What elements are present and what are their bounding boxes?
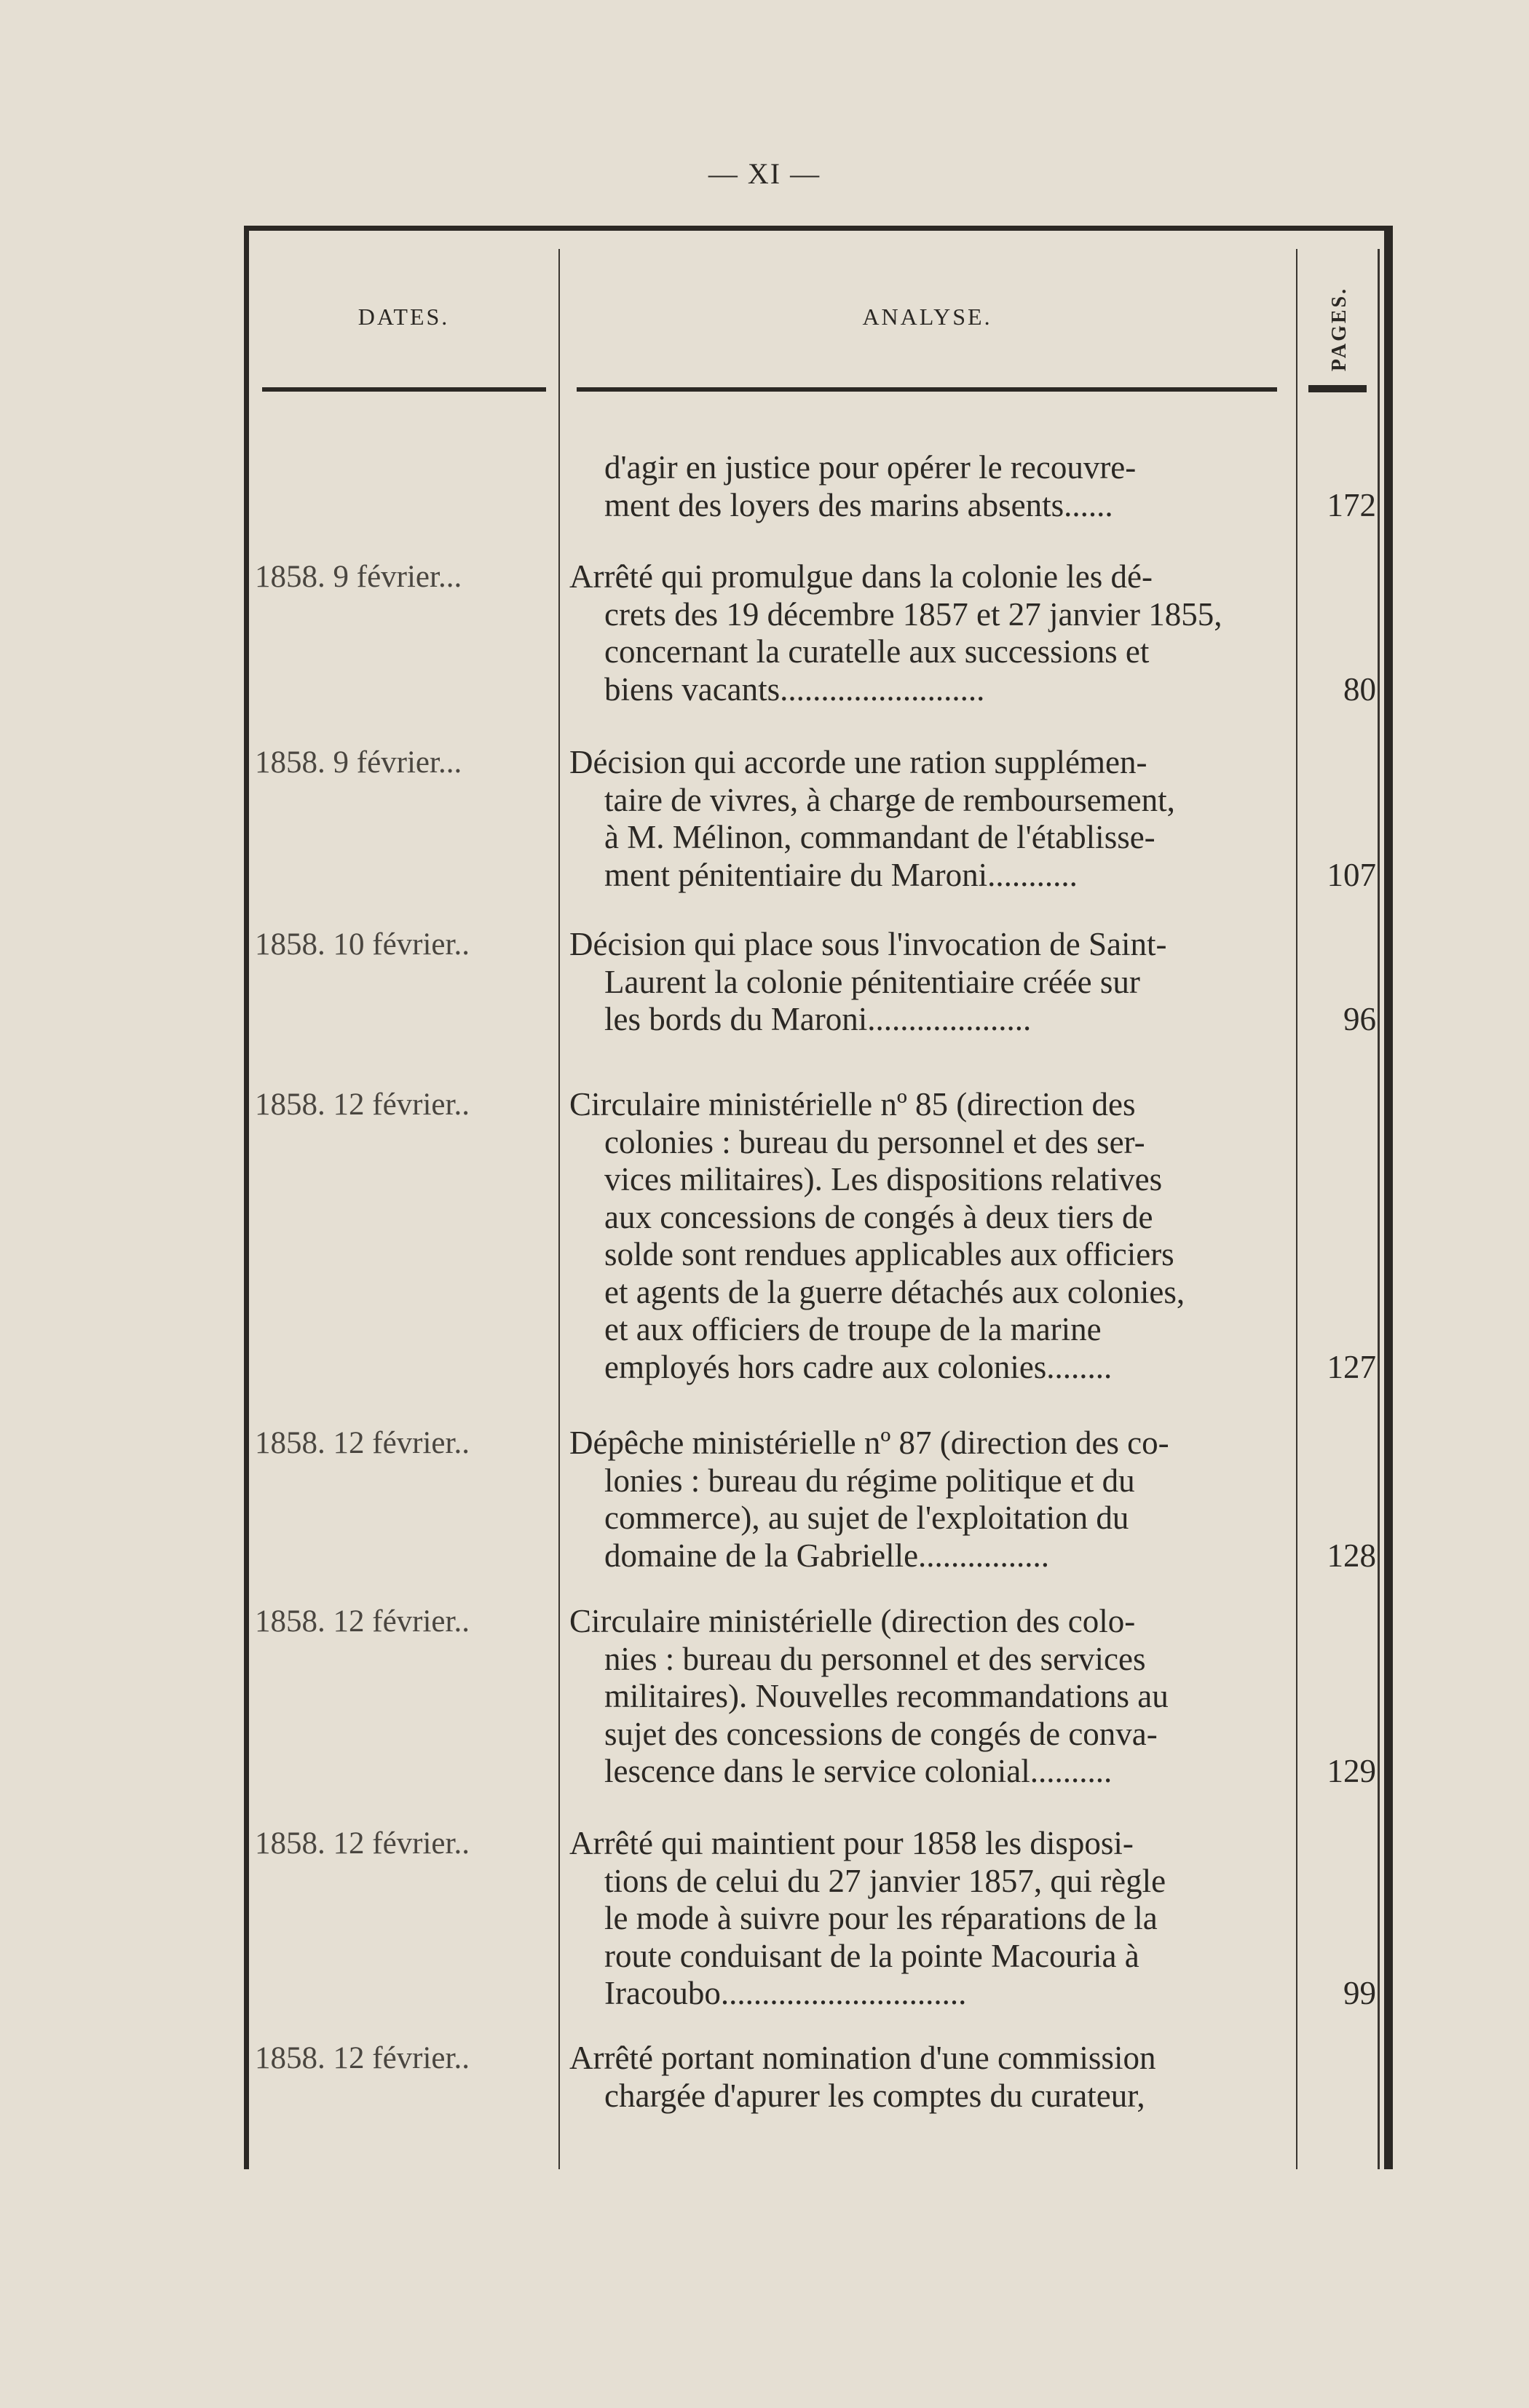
header-pages-label: PAGES. (1328, 286, 1351, 372)
column-divider-dates (558, 249, 560, 2169)
entry-analysis-line: route conduisant de la pointe Macouria à (604, 1937, 1139, 1974)
entry-analysis-line: biens vacants......................... (604, 670, 985, 708)
entry-analysis (569, 744, 1281, 894)
entry-analysis-line: Arrêté qui promulgue dans la colonie les dé- (569, 558, 1153, 595)
entry-analysis-line: Iracoubo.............................. (604, 1975, 967, 2011)
entry-analysis-line: domaine de la Gabrielle................ (604, 1537, 1050, 1574)
entry-page-number: 99 (1343, 1975, 1376, 2011)
header-analyse: ANALYSE. (862, 304, 992, 330)
entry-analysis-line: Décision qui accorde une ration supplémen- (569, 744, 1147, 780)
header-rule-analyse (577, 387, 1277, 392)
entry-page-number: 107 (1327, 856, 1376, 893)
entry-analysis-line: d'agir en justice pour opérer le recouvre- (604, 449, 1137, 486)
entry-date: 1858. 9 février... (255, 745, 462, 780)
entry-analysis (569, 1086, 1281, 1386)
entry-analysis-line: concernant la curatelle aux successions et (604, 633, 1150, 670)
entry-analysis-line: à M. Mélinon, commandant de l'établisse- (604, 819, 1155, 855)
entry-analysis-line: Laurent la colonie pénitentiaire créée sur (604, 963, 1140, 1000)
entry-analysis-line: chargée d'apurer les comptes du curateur, (604, 2077, 1145, 2114)
index-table (244, 226, 1393, 2169)
entry-analysis-line: crets des 19 décembre 1857 et 27 janvier 1855, (604, 595, 1222, 633)
entry-page-number: 129 (1327, 1753, 1376, 1789)
entry-analysis-line: ment pénitentiaire du Maroni........... (604, 856, 1078, 893)
entry-analysis-line: militaires). Nouvelles recommandations au (604, 1678, 1169, 1714)
entry-page-number: 80 (1343, 670, 1376, 708)
entry-analysis (569, 558, 1281, 708)
entry-analysis-line: nies : bureau du personnel et des services (604, 1640, 1146, 1677)
entry-analysis-line: ment des loyers des marins absents...... (604, 486, 1113, 523)
header-rule-dates (262, 387, 546, 392)
entry-analysis-line: vices militaires). Les dispositions relatives (604, 1161, 1163, 1197)
entry-date: 1858. 12 février.. (255, 1088, 470, 1122)
entry-analysis-line: les bords du Maroni.................... (604, 1001, 1032, 1037)
entry-date: 1858. 12 février.. (255, 1604, 470, 1639)
entry-date: 1858. 12 février.. (255, 1826, 470, 1861)
entry-analysis-line: commerce), au sujet de l'exploitation du (604, 1500, 1129, 1536)
header-dates: DATES. (357, 304, 450, 330)
entry-analysis (569, 2040, 1281, 2115)
entry-analysis (569, 1825, 1281, 2013)
entry-analysis-line: le mode à suivre pour les réparations de la (604, 1900, 1158, 1936)
header-rule-pages (1308, 385, 1367, 392)
column-divider-analyse (1296, 249, 1297, 2169)
entry-analysis-line: Circulaire ministérielle (direction des colo- (569, 1603, 1136, 1639)
entry-page-number: 128 (1327, 1537, 1376, 1574)
page-number: — XI — (708, 157, 821, 190)
entry-analysis-line: sujet des concessions de congés de conva- (604, 1715, 1158, 1752)
entry-analysis-line: et aux officiers de troupe de la marine (604, 1311, 1102, 1347)
entry-analysis-line: Décision qui place sous l'invocation de Saint- (569, 926, 1167, 962)
entry-analysis-line: colonies : bureau du personnel et des ser- (604, 1123, 1145, 1160)
entry-analysis-line: employés hors cadre aux colonies........ (604, 1348, 1113, 1385)
entry-analysis-line: et agents de la guerre détachés aux colonies, (604, 1273, 1185, 1310)
entry-analysis-line: lescence dans le service colonial.......... (604, 1753, 1113, 1789)
entry-date: 1858. 9 février... (255, 560, 462, 594)
entry-analysis-line: Arrêté qui maintient pour 1858 les disposi- (569, 1825, 1134, 1861)
entry-page-number: 96 (1343, 1001, 1376, 1037)
entry-analysis-line: aux concessions de congés à deux tiers de (604, 1198, 1153, 1235)
entry-date: 1858. 12 février.. (255, 2041, 470, 2075)
entry-analysis-line: taire de vivres, à charge de remboursement, (604, 781, 1175, 818)
entry-page-number: 172 (1327, 486, 1376, 523)
entry-date: 1858. 10 février.. (255, 927, 470, 962)
entry-date: 1858. 12 février.. (255, 1426, 470, 1460)
entry-analysis-line: Circulaire ministérielle nº 85 (direction des (569, 1086, 1136, 1122)
entry-analysis-line: Arrêté portant nomination d'une commission (569, 2040, 1156, 2076)
entry-analysis-line: Dépêche ministérielle nº 87 (direction des co- (569, 1425, 1169, 1461)
entry-analysis-line: lonies : bureau du régime politique et du (604, 1462, 1135, 1499)
entry-analysis (569, 1603, 1281, 1791)
entry-analysis-line: solde sont rendues applicables aux officiers (604, 1236, 1174, 1272)
header-pages (1318, 274, 1362, 384)
column-divider-pages (1378, 249, 1380, 2169)
entry-analysis-line: tions de celui du 27 janvier 1857, qui règle (604, 1862, 1166, 1899)
entry-analysis (569, 926, 1281, 1039)
entry-page-number: 127 (1327, 1348, 1376, 1385)
entry-analysis (569, 1425, 1281, 1575)
entry-analysis (569, 449, 1281, 524)
